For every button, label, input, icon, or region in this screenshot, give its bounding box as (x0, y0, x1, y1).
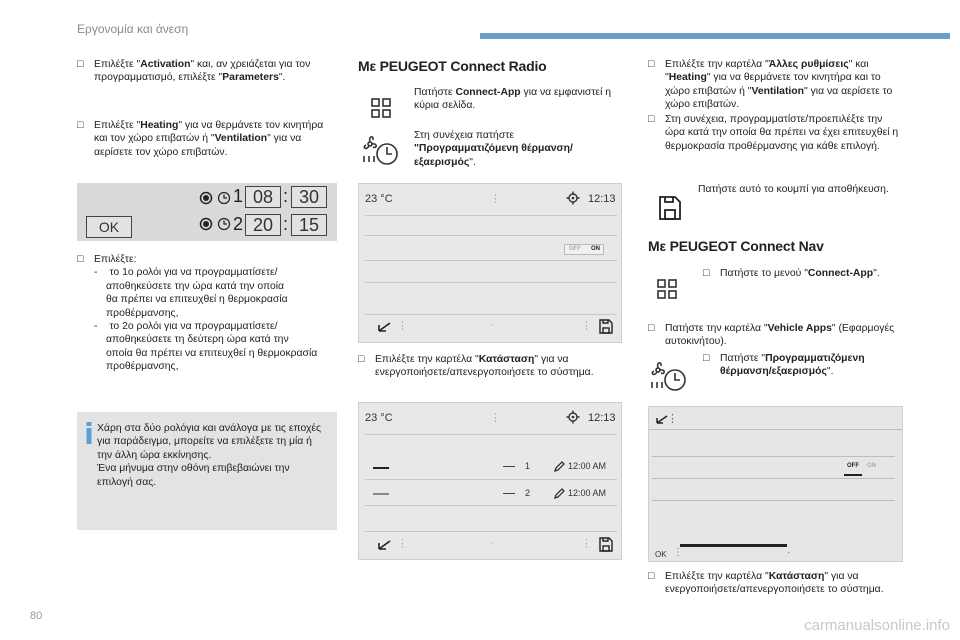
page-number: 80 (30, 610, 43, 622)
heading-connect-nav: Με PEUGEOT Connect Nav (648, 238, 824, 254)
bullet-marker: □ (358, 354, 365, 365)
fan-clock-icon[interactable] (648, 360, 688, 392)
bottom-bar (680, 544, 787, 547)
radio-selected-icon[interactable] (199, 191, 213, 205)
instruction-status-tab-nav: Επιλέξτε την καρτέλα "Κατάσταση" για να ενεργοποιήσετε/απενεργοποιήσετε το σύστημα. (665, 571, 884, 596)
header-rule (480, 33, 950, 39)
ok-button[interactable]: OK (655, 550, 667, 559)
status-toggle[interactable]: OFF ON (847, 463, 876, 469)
grid-icon[interactable] (370, 97, 392, 119)
separator-dots: ⋮ (397, 320, 408, 332)
radio-selected-icon[interactable] (199, 217, 213, 231)
timer-toggle-1[interactable] (373, 467, 389, 469)
bullet-marker: □ (703, 268, 710, 279)
bullet-marker: □ (703, 353, 710, 364)
bullet-marker: □ (648, 114, 655, 125)
separator-dots: ⋮ (581, 538, 592, 550)
section-title: Εργονομία και άνεση (77, 22, 189, 36)
instruction-programmable-heating-nav: Πατήστε "Προγραμματιζόμενη θέρμανση/εξαερισμός". (720, 353, 865, 378)
grid-icon[interactable] (656, 278, 678, 300)
clock-2-minute[interactable]: 15 (291, 214, 327, 236)
info-icon (85, 422, 93, 444)
timer-1-time[interactable]: 12:00 AM (568, 461, 607, 471)
timer-toggle-2[interactable] (373, 493, 389, 495)
gear-icon[interactable] (566, 410, 580, 424)
clock-readout: 12:13 (588, 193, 616, 205)
separator-dots: · (787, 547, 791, 558)
bullet-marker: □ (77, 59, 84, 70)
bullet-marker: □ (648, 323, 655, 334)
instruction-program-time: Στη συνέχεια, προγραμματίστε/προεπιλέξτε την ώρα κατά την οποία θα πρέπει να έχει επιτευχθεί η θερμοκρασία προθέρμανσης για κάθε επιλογή. (665, 114, 899, 152)
instruction-vehicle-apps: Πατήστε την καρτέλα "Vehicle Apps" (Εφαρμογές αυτοκινήτου). (665, 323, 895, 348)
bullet-marker: □ (648, 571, 655, 582)
pencil-icon[interactable] (553, 488, 565, 500)
info-text: Χάρη στα δύο ρολόγια και ανάλογα με τις εποχές για παράδειγμα, μπορείτε να επιλέξετε τη μία ή την άλλη ώρα εκκίνησης. Ένα μήνυμα στην οθόνη επιβεβαιώνει την επιλογή σας. (97, 423, 322, 488)
gear-icon[interactable] (566, 191, 580, 205)
instruction-activation: Επιλέξτε "Activation" και, αν χρειάζεται για τον προγραμματισμό, επιλέξτε "Parameters". (94, 59, 311, 84)
instruction-heating: Επιλέξτε "Heating" για να θερμάνετε τον κινητήρα και τον χώρο επιβατών ή "Ventilation" για να αερίσετε τον χώρο επιβατών. (94, 120, 324, 158)
instruction-connect-app: Πατήστε Connect-App για να εμφανιστεί η κύρια σελίδα. (414, 87, 612, 112)
bullet-marker: □ (648, 59, 655, 70)
radio-screen-status (358, 402, 622, 560)
radio-screen-settings (358, 183, 622, 343)
timer-2-time[interactable]: 12:00 AM (568, 488, 607, 498)
time-separator: : (283, 186, 289, 206)
pencil-icon[interactable] (553, 461, 565, 473)
instruction-select-clock: Επιλέξτε: - το 1ο ρολόι για να προγραμματίσετε/ αποθηκεύσετε την ώρα κατά την οποία θα πρέπει να επιτευχθεί η θερμοκρασία προθέρμανσης, - το 2ο ρολόι για να προγραμματίσετε/ αποθηκεύσετε τη δεύτερη ώρα κατά την οποία θα πρέπει να επιτευχθεί η θερμοκρασία προθέρμανσης, (94, 254, 318, 373)
bullet-marker: □ (77, 254, 84, 265)
status-toggle[interactable]: OFF ON (564, 244, 604, 255)
instruction-save: Πατήστε αυτό το κουμπί για αποθήκευση. (698, 184, 889, 195)
save-icon[interactable] (599, 537, 613, 552)
clock-2-number: 2 (233, 214, 244, 234)
save-icon[interactable] (599, 319, 613, 334)
clock-readout: 12:13 (588, 412, 616, 424)
clock-programming-panel (77, 183, 337, 241)
save-icon[interactable] (658, 195, 682, 221)
separator-dots: ⋮ (397, 538, 408, 550)
clock-2-hour[interactable]: 20 (245, 214, 281, 236)
clock-icon (217, 191, 231, 205)
timer-2-number: 2 (525, 488, 531, 498)
separator-dots: ⋮ (581, 320, 592, 332)
ok-button[interactable]: OK (86, 216, 132, 238)
toggle-indicator (503, 493, 515, 494)
separator-dots: ⋮ (490, 412, 501, 424)
back-arrow-icon[interactable] (374, 321, 392, 333)
clock-1-minute[interactable]: 30 (291, 186, 327, 208)
nav-screen-status (648, 406, 903, 562)
separator-dots: ⋮ (667, 413, 678, 425)
info-box (77, 412, 337, 530)
heading-connect-radio: Με PEUGEOT Connect Radio (358, 58, 547, 74)
separator-dots: ⋮ (673, 547, 683, 558)
instruction-status-tab: Επιλέξτε την καρτέλα "Κατάσταση" για να ενεργοποιήσετε/απενεργοποιήσετε το σύστημα. (375, 354, 594, 379)
clock-1-hour[interactable]: 08 (245, 186, 281, 208)
clock-icon (217, 217, 231, 231)
back-arrow-icon[interactable] (374, 539, 392, 551)
toggle-indicator (844, 474, 862, 476)
clock-1-number: 1 (233, 186, 244, 206)
toggle-indicator (503, 466, 515, 467)
time-separator: : (283, 214, 289, 234)
instruction-programmable-heating: Στη συνέχεια πατήστε "Προγραμματιζόμενη θέρμανση/ εξαερισμός". (414, 130, 573, 168)
instruction-connect-app-menu: Πατήστε το μενού "Connect-App". (720, 268, 880, 279)
temperature-readout: 23 °C (365, 193, 393, 205)
bullet-marker: □ (77, 120, 84, 131)
separator-dots: ⋮ (490, 193, 501, 205)
instruction-other-settings: Επιλέξτε την καρτέλα "Άλλες ρυθμίσεις" και "Heating" για να θερμάνετε τον κινητήρα και το χώρο επιβατών ή "Ventilation" για να αερίσετε το χώρο επιβατών. (665, 59, 893, 111)
separator-dots: · (490, 319, 494, 331)
temperature-readout: 23 °C (365, 412, 393, 424)
watermark: carmanualsonline.info (804, 617, 950, 634)
fan-clock-icon[interactable] (360, 134, 400, 166)
separator-dots: · (490, 537, 494, 549)
timer-1-number: 1 (525, 461, 531, 471)
